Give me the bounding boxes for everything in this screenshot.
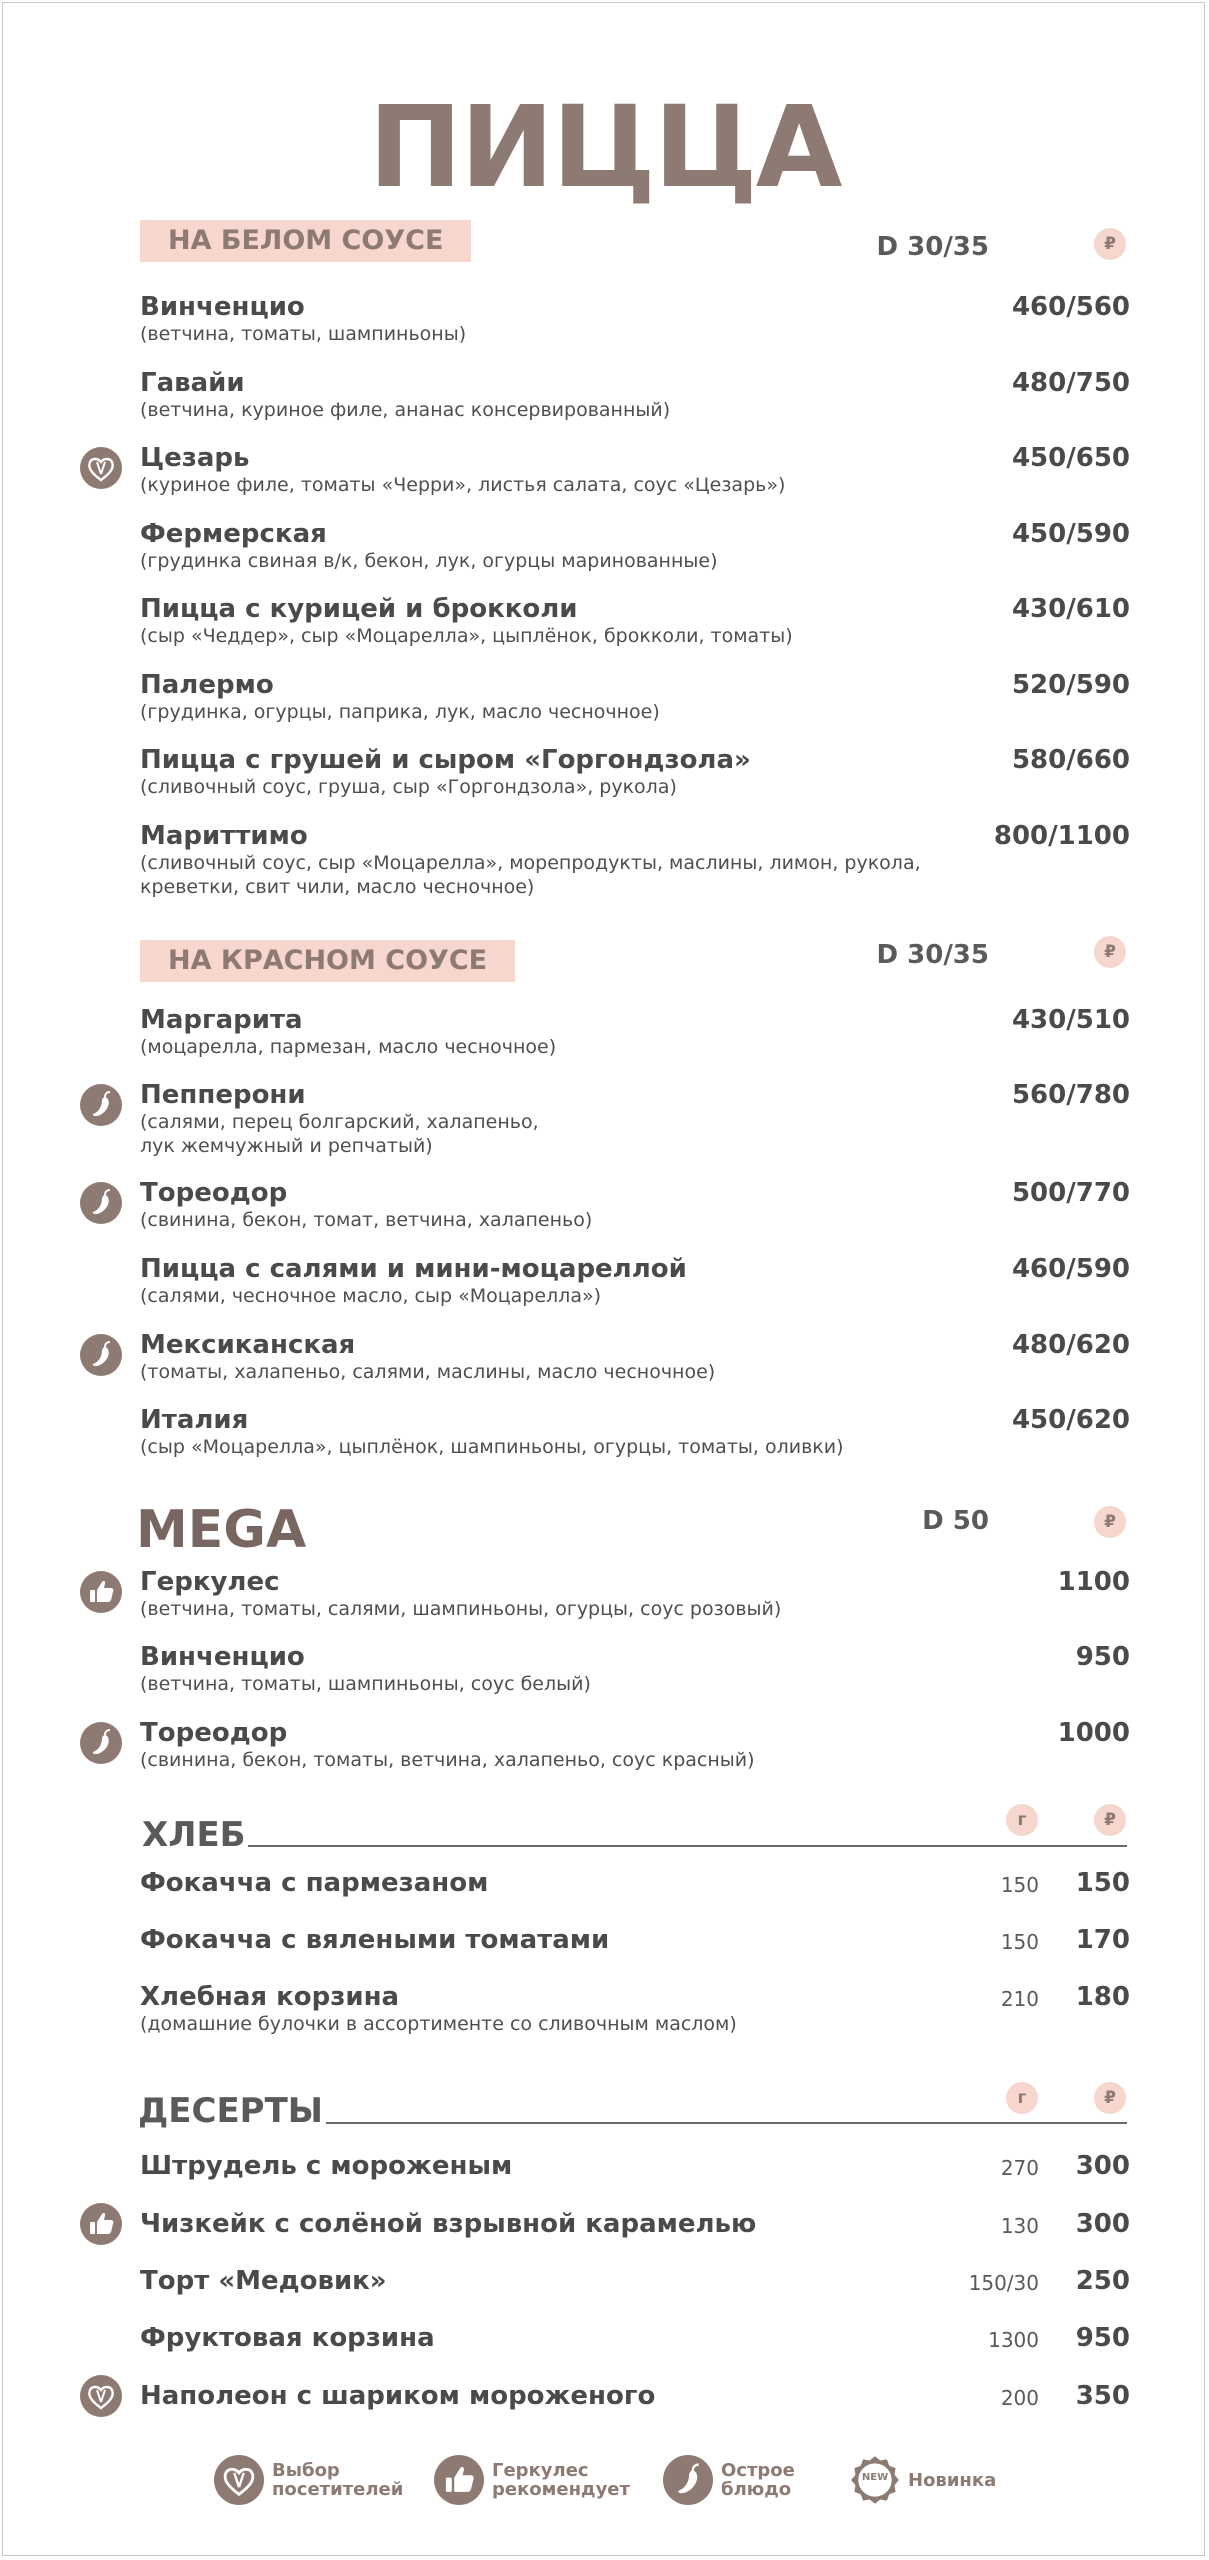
new-badge-icon: [850, 2455, 900, 2505]
item-description: (томаты, халапеньо, салями, маслины, масло чесночное): [140, 1361, 716, 1383]
menu-item: [140, 2323, 1130, 2353]
legend-label-line: блюдо: [721, 2479, 792, 2500]
item-description: (сливочный соус, сыр «Моцарелла», морепродукты, маслины, лимон, рукола,: [140, 852, 921, 874]
item-name: Штрудель с мороженым: [140, 2151, 513, 2181]
item-price: 580/660: [1011, 745, 1130, 775]
item-description: (салями, чесночное масло, сыр «Моцарелла»): [140, 1285, 602, 1307]
legend-label-line: рекомендует: [492, 2479, 630, 2500]
heart-cutlery-icon: [80, 447, 122, 489]
menu-item: [140, 519, 1130, 573]
menu-item: [140, 1567, 1130, 1621]
item-name: Тореодор: [140, 1718, 288, 1748]
chili-icon: [663, 2455, 713, 2505]
chili-icon: [80, 1182, 122, 1224]
thumbs-up-icon: [80, 1571, 122, 1613]
item-price: 1100: [1057, 1567, 1130, 1597]
item-description: (сыр «Моцарелла», цыплёнок, шампиньоны, огурцы, томаты, оливки): [140, 1436, 844, 1458]
menu-item: [140, 1178, 1130, 1232]
item-price: 480/750: [1011, 368, 1130, 398]
item-name: Хлебная корзина: [140, 1982, 400, 2012]
menu-item: [140, 2381, 1130, 2411]
item-price: 1000: [1057, 1718, 1130, 1748]
item-description: (ветчина, куриное филе, ананас консервированный): [140, 399, 671, 421]
item-description: (грудинка свиная в/к, бекон, лук, огурцы маринованные): [140, 550, 718, 572]
item-price: 480/620: [1011, 1330, 1130, 1360]
item-name: Мариттимо: [140, 821, 308, 851]
item-price: 430/610: [1011, 594, 1130, 624]
item-price: 450/590: [1011, 519, 1130, 549]
section-title-desserts: ДЕСЕРТЫ: [138, 2091, 324, 2131]
legend-label: [272, 2461, 403, 2499]
item-price: 560/780: [1011, 1080, 1130, 1110]
legend-label-line: Новинка: [908, 2470, 997, 2491]
divider-line: [326, 2122, 1127, 2124]
item-price: 300: [1075, 2209, 1130, 2239]
chili-icon: [80, 1084, 122, 1126]
menu-item: [140, 1982, 1130, 2036]
menu-item: [140, 1005, 1130, 1059]
item-description: (сыр «Чеддер», сыр «Моцарелла», цыплёнок, брокколи, томаты): [140, 625, 793, 647]
item-description: (салями, перец болгарский, халапеньо,: [140, 1111, 539, 1133]
gram-icon: г: [1006, 2082, 1038, 2114]
item-price: 250: [1075, 2266, 1130, 2296]
item-description: (моцарелла, пармезан, масло чесночное): [140, 1036, 557, 1058]
item-name: Винченцио: [140, 1642, 305, 1672]
menu-item: [140, 670, 1130, 724]
item-price: 150: [1075, 1868, 1130, 1898]
menu-item: [140, 1405, 1130, 1459]
item-price: 460/590: [1011, 1254, 1130, 1284]
menu-item: [140, 1254, 1130, 1308]
menu-item: [140, 821, 1130, 899]
item-name: Фокачча с пармезаном: [140, 1868, 489, 1898]
diameter-label-red: D 30/35: [876, 940, 989, 970]
item-description: (ветчина, томаты, шампиньоны): [140, 323, 467, 345]
item-name: Фермерская: [140, 519, 327, 549]
divider-line: [248, 1845, 1127, 1847]
item-price: 450/650: [1011, 443, 1130, 473]
menu-item: [140, 1718, 1130, 1772]
page-title: ПИЦЦА: [368, 83, 841, 213]
item-name: Торт «Медовик»: [140, 2266, 387, 2296]
diameter-label-mega: D 50: [922, 1506, 989, 1536]
item-price: 460/560: [1011, 292, 1130, 322]
item-name: Тореодор: [140, 1178, 288, 1208]
item-description: (ветчина, томаты, салями, шампиньоны, огурцы, соус розовый): [140, 1598, 782, 1620]
thumbs-up-icon: [80, 2203, 122, 2245]
heart-cutlery-icon: [214, 2455, 264, 2505]
item-name: Палермо: [140, 670, 274, 700]
currency-icon: ₽: [1094, 936, 1126, 968]
item-weight: 200: [1000, 2386, 1039, 2410]
chili-icon: [80, 1334, 122, 1376]
item-price: 300: [1075, 2151, 1130, 2181]
item-description: (свинина, бекон, томат, ветчина, халапеньо): [140, 1209, 593, 1231]
legend-label-line: Острое: [721, 2460, 795, 2481]
menu-item: [140, 594, 1130, 648]
item-name: Италия: [140, 1405, 249, 1435]
item-price: 950: [1075, 2323, 1130, 2353]
currency-icon: ₽: [1094, 228, 1126, 260]
section-tag-red-sauce: НА КРАСНОМ СОУСЕ: [140, 940, 515, 982]
menu-item: [140, 368, 1130, 422]
legend-label: [492, 2461, 630, 2499]
currency-icon: ₽: [1094, 1804, 1126, 1836]
item-weight: 150: [1000, 1873, 1039, 1897]
new-badge-text: NEW: [861, 2472, 889, 2483]
item-price: 800/1100: [993, 821, 1130, 851]
chili-icon: [80, 1722, 122, 1764]
item-weight: 150/30: [968, 2271, 1039, 2295]
item-name: Наполеон с шариком мороженого: [140, 2381, 656, 2411]
menu-item: [140, 1330, 1130, 1384]
menu-item: [140, 2209, 1130, 2239]
menu-item: [140, 1642, 1130, 1696]
item-description: (грудинка, огурцы, паприка, лук, масло чесночное): [140, 701, 660, 723]
item-weight: 150: [1000, 1930, 1039, 1954]
legend-label: [721, 2461, 795, 2499]
item-price: 450/620: [1011, 1405, 1130, 1435]
item-name: Пицца с курицей и брокколи: [140, 594, 578, 624]
item-price: 170: [1075, 1925, 1130, 1955]
item-name: Фруктовая корзина: [140, 2323, 435, 2353]
item-description: креветки, свит чили, масло чесночное): [140, 876, 535, 898]
menu-item: [140, 292, 1130, 346]
item-description: (куриное филе, томаты «Черри», листья салата, соус «Цезарь»): [140, 474, 786, 496]
legend-label-line: Выбор: [272, 2460, 340, 2481]
item-name: Геркулес: [140, 1567, 280, 1597]
item-name: Мексиканская: [140, 1330, 356, 1360]
item-weight: 130: [1000, 2214, 1039, 2238]
menu-item: [140, 745, 1130, 799]
item-name: Пицца с салями и мини-моцареллой: [140, 1254, 687, 1284]
item-description: лук жемчужный и репчатый): [140, 1135, 433, 1157]
menu-item: [140, 1080, 1130, 1158]
item-price: 430/510: [1011, 1005, 1130, 1035]
item-name: Фокачча с вялеными томатами: [140, 1925, 610, 1955]
item-name: Пицца с грушей и сыром «Горгондзола»: [140, 745, 751, 775]
item-description: (ветчина, томаты, шампиньоны, соус белый): [140, 1673, 591, 1695]
item-name: Пепперони: [140, 1080, 306, 1110]
item-price: 500/770: [1011, 1178, 1130, 1208]
legend-label-line: Геркулес: [492, 2460, 589, 2481]
item-weight: 1300: [988, 2328, 1039, 2352]
section-tag-white-sauce: НА БЕЛОМ СОУСЕ: [140, 220, 471, 262]
gram-icon: г: [1006, 1804, 1038, 1836]
item-name: Маргарита: [140, 1005, 303, 1035]
currency-icon: ₽: [1094, 2082, 1126, 2114]
item-price: 520/590: [1011, 670, 1130, 700]
legend-label-line: посетителей: [272, 2479, 404, 2500]
item-name: Винченцио: [140, 292, 305, 322]
item-description: (свинина, бекон, томаты, ветчина, халапеньо, соус красный): [140, 1749, 755, 1771]
thumbs-up-icon: [434, 2455, 484, 2505]
menu-item: [140, 1925, 1130, 1955]
item-weight: 270: [1000, 2156, 1039, 2180]
diameter-label-white: D 30/35: [876, 232, 989, 262]
item-description: (домашние булочки в ассортименте со сливочным маслом): [140, 2013, 737, 2035]
menu-item: [140, 2151, 1130, 2181]
section-title-mega: MEGA: [136, 1500, 307, 1560]
item-name: Цезарь: [140, 443, 250, 473]
currency-icon: ₽: [1094, 1506, 1126, 1538]
menu-item: [140, 1868, 1130, 1898]
item-name: Чизкейк с солёной взрывной карамелью: [140, 2209, 757, 2239]
item-name: Гавайи: [140, 368, 245, 398]
item-price: 180: [1075, 1982, 1130, 2012]
section-title-bread: ХЛЕБ: [142, 1815, 246, 1855]
item-price: 350: [1075, 2381, 1130, 2411]
item-weight: 210: [1000, 1987, 1039, 2011]
heart-cutlery-icon: [80, 2375, 122, 2417]
menu-item: [140, 443, 1130, 497]
item-description: (сливочный соус, груша, сыр «Горгондзола», рукола): [140, 776, 677, 798]
item-price: 950: [1075, 1642, 1130, 1672]
legend-label: [908, 2471, 996, 2490]
